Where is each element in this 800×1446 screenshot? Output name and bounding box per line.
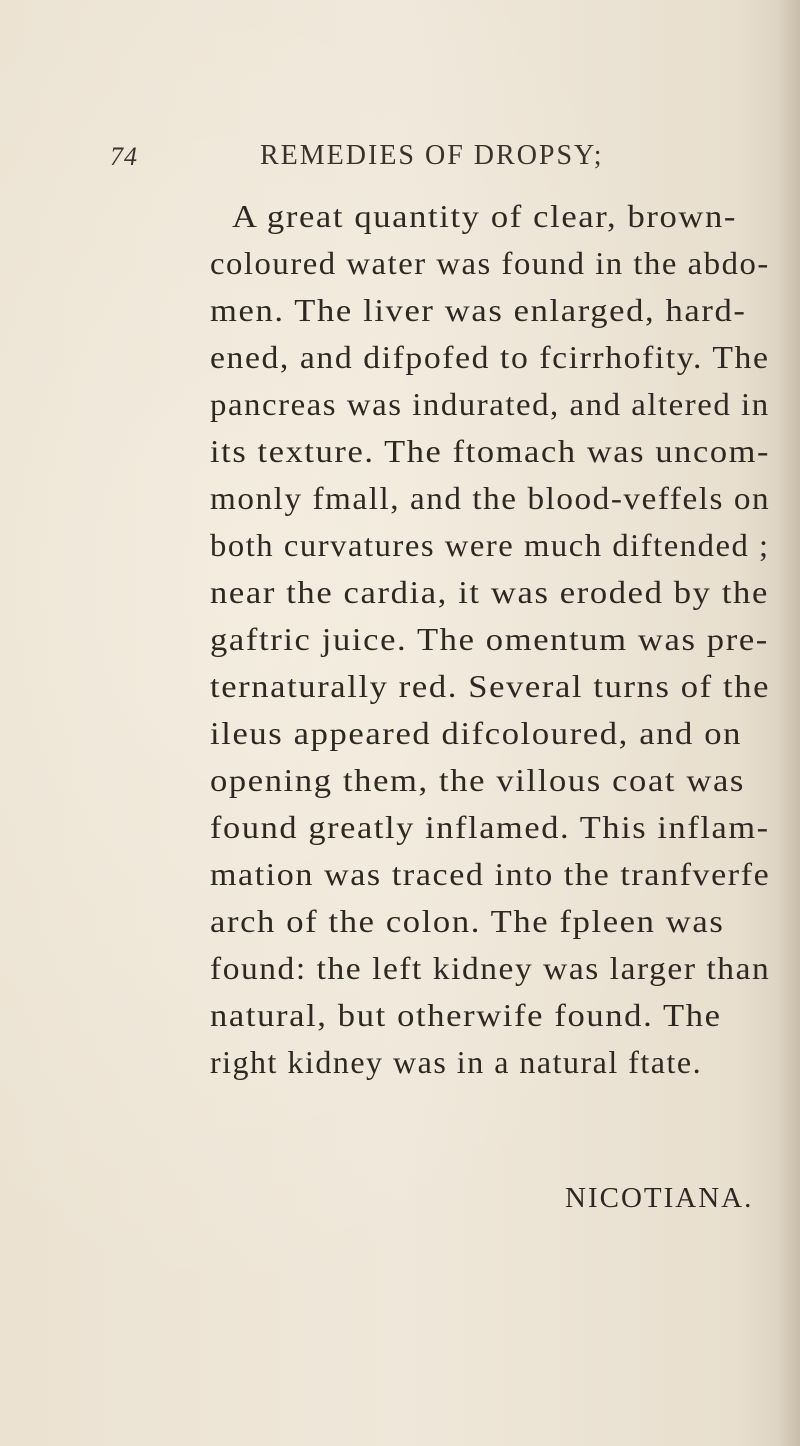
text-line: mation was traced into the tranfverfe <box>210 856 771 892</box>
running-title: REMEDIES OF DROPSY; <box>260 140 604 171</box>
text-line: natural, but otherwife found. The <box>210 997 722 1033</box>
text-line: coloured water was found in the abdo- <box>210 245 770 281</box>
text-line: right kidney was in a natural ftate. <box>210 1044 703 1080</box>
running-head <box>110 140 730 180</box>
text-line: ileus appeared difcoloured, and on <box>210 715 743 751</box>
text-line: A great quantity of clear, brown- <box>232 198 738 234</box>
text-line: found: the left kidney was larger than <box>210 950 771 986</box>
text-line: pancreas was indurated, and altered in <box>210 386 770 422</box>
text-line: its texture. The ftomach was uncom- <box>210 433 771 469</box>
text-line: men. The liver was enlarged, hard- <box>210 292 747 328</box>
text-line: both curvatures were much diftended ; <box>210 527 770 563</box>
text-line: gaftric juice. The omentum was pre- <box>210 621 769 657</box>
text-line: ened, and difpofed to fcirrhofity. The <box>210 339 770 375</box>
page-edge-shadow <box>778 0 800 1446</box>
page-number: 74 <box>110 142 138 171</box>
text-line: opening them, the villous coat was <box>210 762 745 798</box>
text-line: near the cardia, it was eroded by the <box>210 574 769 610</box>
text-line: ternaturally red. Several turns of the <box>210 668 771 704</box>
text-line: monly fmall, and the blood-veffels on <box>210 480 771 516</box>
text-line: arch of the colon. The fpleen was <box>210 903 725 939</box>
text-line: found greatly inflamed. This inflam- <box>210 809 770 845</box>
catchword: NICOTIANA. <box>565 1182 754 1214</box>
